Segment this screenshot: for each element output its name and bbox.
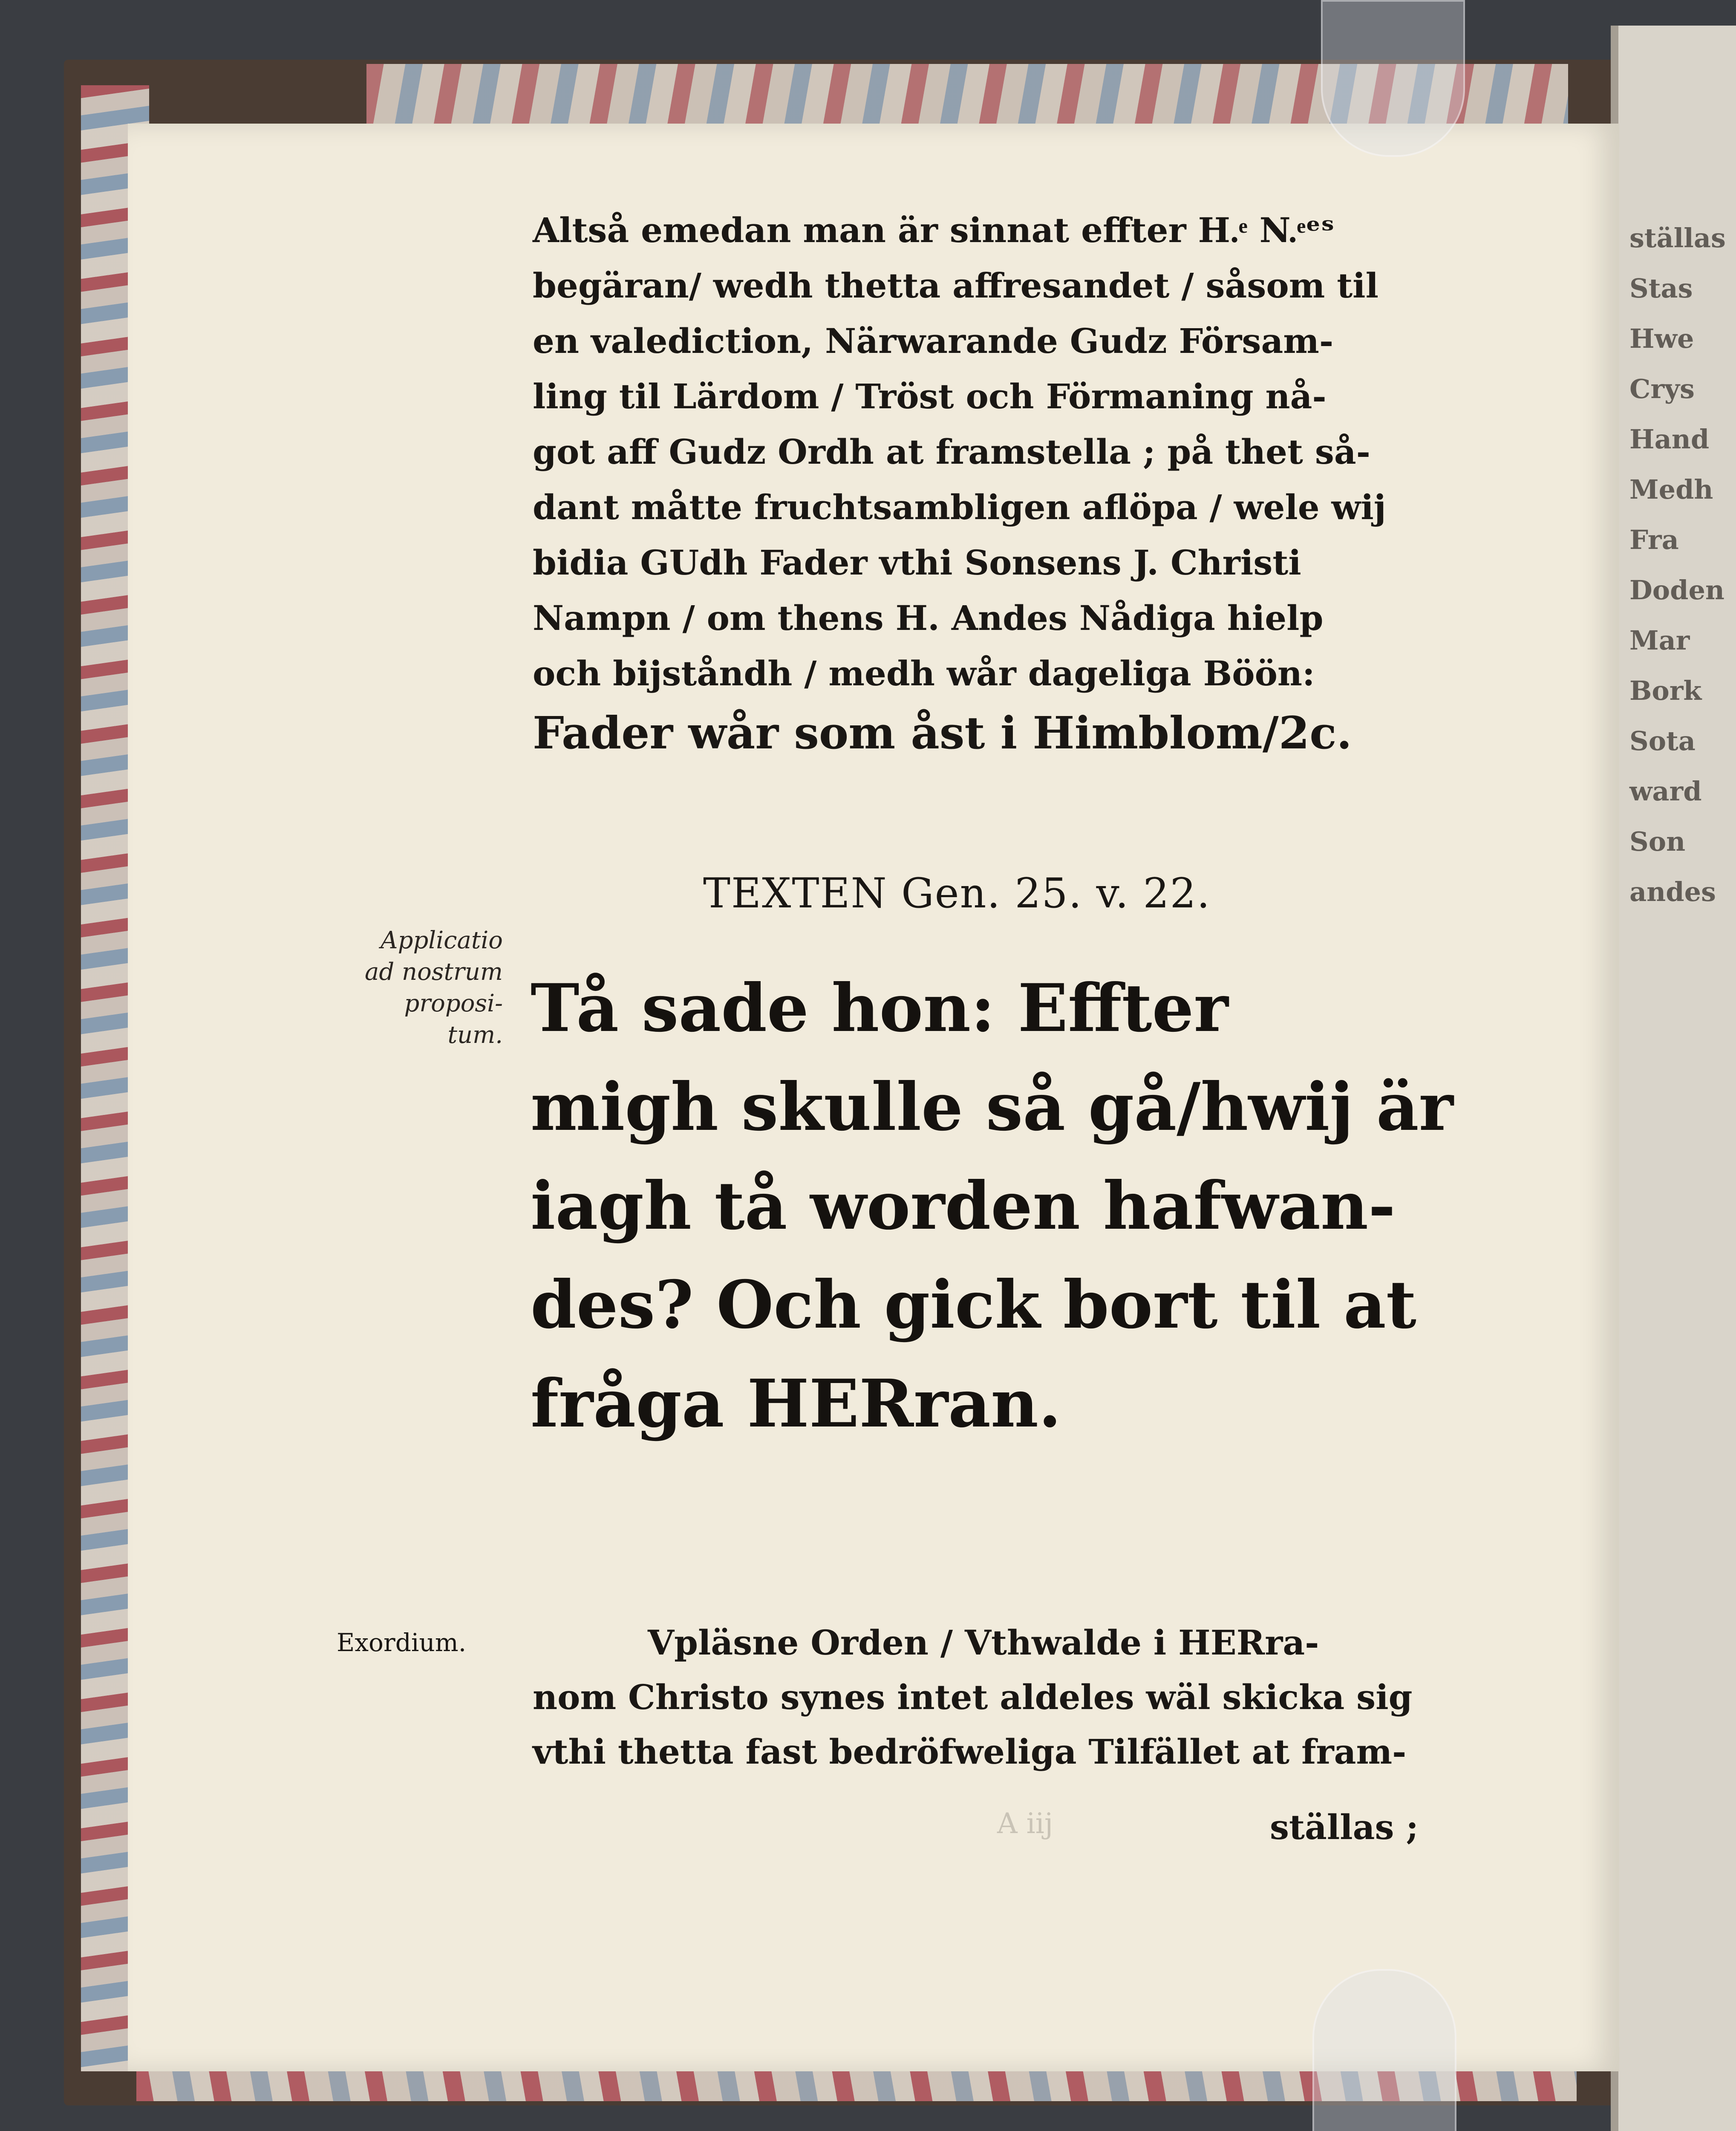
body-line: Altså emedan man är sinnat effter H.ͤ N.ͤᵉˢ xyxy=(533,210,1335,250)
body-line: dant måtte fruchtsambligen aflöpa / wele wij xyxy=(533,487,1386,527)
scripture-line: migh skulle så gå/hwij är xyxy=(531,1068,1453,1146)
body-line: Nampn / om thens H. Andes Nådiga hielp xyxy=(533,598,1324,638)
scripture-line: des? Och gick bort til at xyxy=(531,1266,1416,1343)
facing-page xyxy=(1611,26,1736,2131)
catchword: ställas ; xyxy=(1270,1807,1419,1847)
page-clip-bottom xyxy=(1312,1969,1456,2131)
body-line: och bijståndh / medh wår dageliga Böön: xyxy=(533,653,1315,693)
scripture-line: fråga HERran. xyxy=(531,1365,1061,1442)
page-clip-top xyxy=(1321,0,1465,157)
margin-note: Applicatio ad nostrum proposi- tum. xyxy=(365,927,503,1049)
signature-mark: A iij xyxy=(997,1807,1053,1840)
scripture-line: Tå sade hon: Effter xyxy=(531,970,1228,1047)
scripture-line: iagh tå worden hafwan- xyxy=(531,1167,1396,1245)
para-line: nom Christo synes intet aldeles wäl skicka sig xyxy=(533,1677,1413,1717)
para-line: Vpläsne Orden / Vthwalde i HERra- xyxy=(648,1623,1319,1663)
exordium-paragraph xyxy=(533,1615,1462,1779)
opening-paragraph xyxy=(533,202,1462,765)
prayer-line: Fader wår som åst i Himblom/2c. xyxy=(533,707,1352,759)
facing-page-text: ställas Stas Hwe Crys Hand Medh Fra Doden Mar Bork Sota ward Son andes xyxy=(1629,222,1726,907)
exordium-label: Exordium. xyxy=(337,1628,467,1657)
para-line: vthi thetta fast bedröfweliga Tilfället at fram- xyxy=(533,1732,1407,1772)
scripture-heading: TEXTEN Gen. 25. v. 22. xyxy=(703,869,1211,917)
body-line: begäran/ wedh thetta affresandet / såsom til xyxy=(533,266,1378,306)
body-line: en valediction, Närwarande Gudz Försam- xyxy=(533,321,1334,361)
body-line: ling til Lärdom / Tröst och Förmaning nå- xyxy=(533,376,1327,416)
body-line: bidia GUdh Fader vthi Sonsens J. Christi xyxy=(533,543,1301,583)
scripture-text xyxy=(531,959,1468,1453)
body-line: got aff Gudz Ordh at framstella ; på thet så- xyxy=(533,432,1370,472)
